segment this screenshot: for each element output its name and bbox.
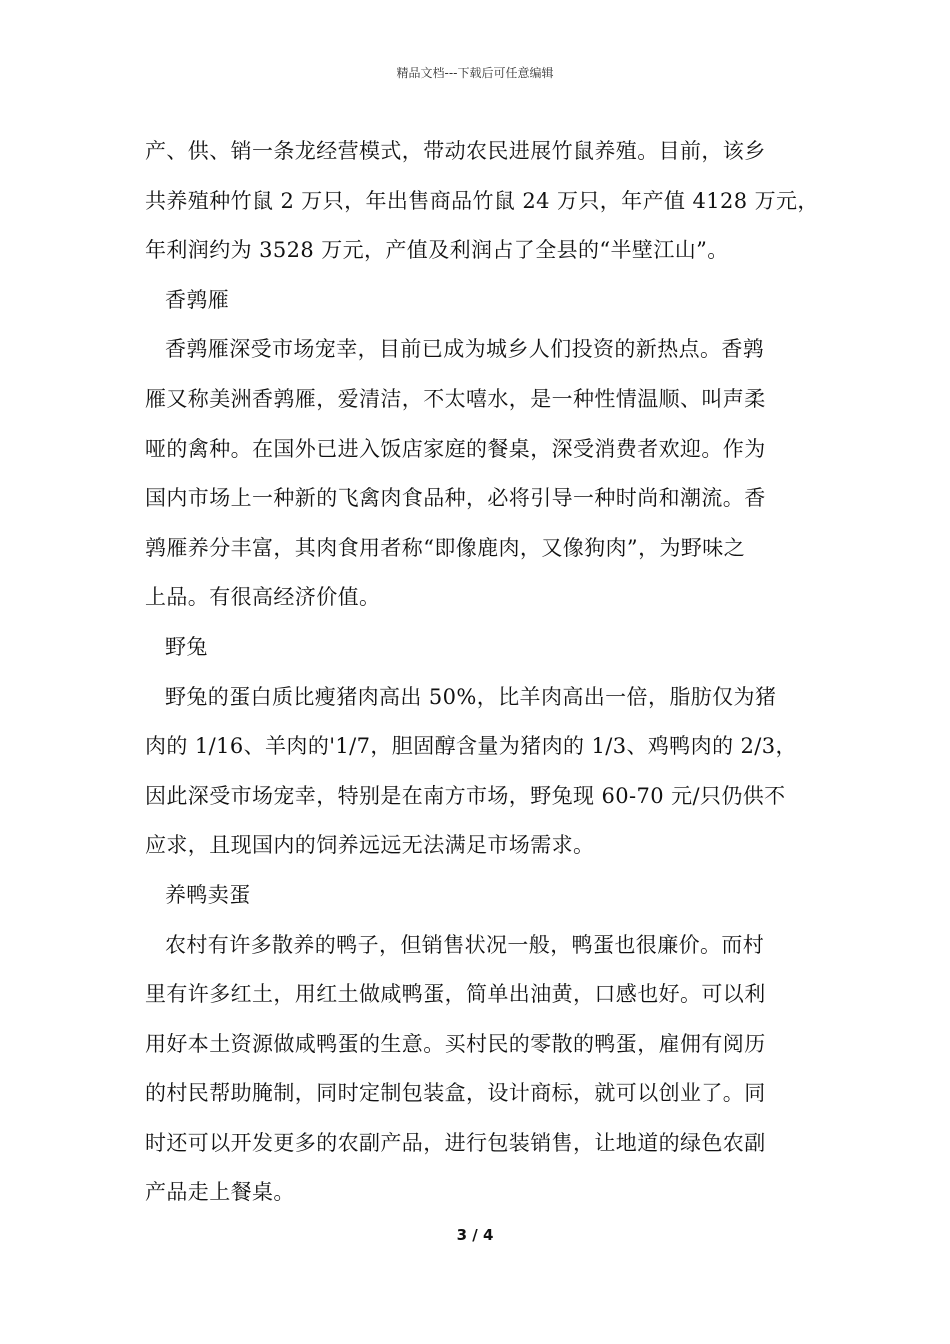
text-line: 野兔的蛋白质比瘦猪肉高出 50%，比羊肉高出一倍，脂肪仅为猪: [165, 684, 777, 709]
page-number: 3 / 4: [456, 1226, 494, 1244]
text-line: 雁又称美洲香鹑雁，爱清洁，不太嘻水，是一种性情温顺、叫声柔: [145, 386, 766, 411]
text-line: 里有许多红土，用红土做咸鸭蛋，简单出油黄，口感也好。可以利: [145, 982, 766, 1007]
text-line: 农村有许多散养的鸭子，但销售状况一般，鸭蛋也很廉价。而村: [165, 932, 765, 957]
text-line: 的村民帮助腌制，同时定制包装盒，设计商标，就可以创业了。同: [145, 1081, 766, 1106]
section-heading-yetu: 野兔: [165, 634, 208, 659]
text-line: 哑的禽种。在国外已进入饭店家庭的餐桌，深受消费者欢迎。作为: [145, 436, 766, 461]
text-line: 鹑雁养分丰富，其肉食用者称“即像鹿肉，又像狗肉”，为野味之: [145, 535, 746, 560]
text-line: 国内市场上一种新的飞禽肉食品种，必将引导一种时尚和潮流。香: [145, 486, 766, 511]
document-body: [145, 127, 819, 1218]
text-line: 应求，且现国内的饲养远远无法满足市场需求。: [145, 833, 595, 858]
text-line: 共养殖种竹鼠 2 万只，年出售商品竹鼠 24 万只，年产值 4128 万元，: [145, 188, 819, 213]
paragraph-yangyamaidan: [145, 921, 810, 1219]
text-line: 肉的 1/16、羊肉的'1/7，胆固醇含量为猪肉的 1/3、鸡鸭肉的 2/3，: [145, 734, 797, 759]
paragraph-xiangchunyan: [145, 325, 810, 623]
text-line: 因此深受市场宠幸，特别是在南方市场，野兔现 60-70 元/只仍供不: [145, 783, 786, 808]
text-line: 香鹑雁深受市场宠幸，目前已成为城乡人们投资的新热点。香鹑: [165, 337, 765, 362]
text-line: 年利润约为 3528 万元，产值及利润占了全县的“半壁江山”。: [145, 238, 729, 263]
text-line: 时还可以开发更多的农副产品，进行包装销售，让地道的绿色农副: [145, 1130, 766, 1155]
page-header: 精品文档---下载后可任意编辑: [396, 66, 554, 80]
paragraph-continuation: [145, 127, 819, 276]
text-line: 产、供、销一条龙经营模式，带动农民进展竹鼠养殖。目前，该乡: [145, 139, 766, 163]
text-line: 用好本土资源做咸鸭蛋的生意。买村民的零散的鸭蛋，雇佣有阅历: [145, 1031, 766, 1056]
text-line: 产品走上餐桌。: [145, 1180, 295, 1205]
section-heading-xiangchunyan: 香鹑雁: [165, 287, 230, 312]
text-line: 上品。有很高经济价值。: [145, 585, 381, 610]
paragraph-yetu: [145, 673, 810, 871]
section-heading-yangyamaidan: 养鸭卖蛋: [165, 882, 251, 907]
